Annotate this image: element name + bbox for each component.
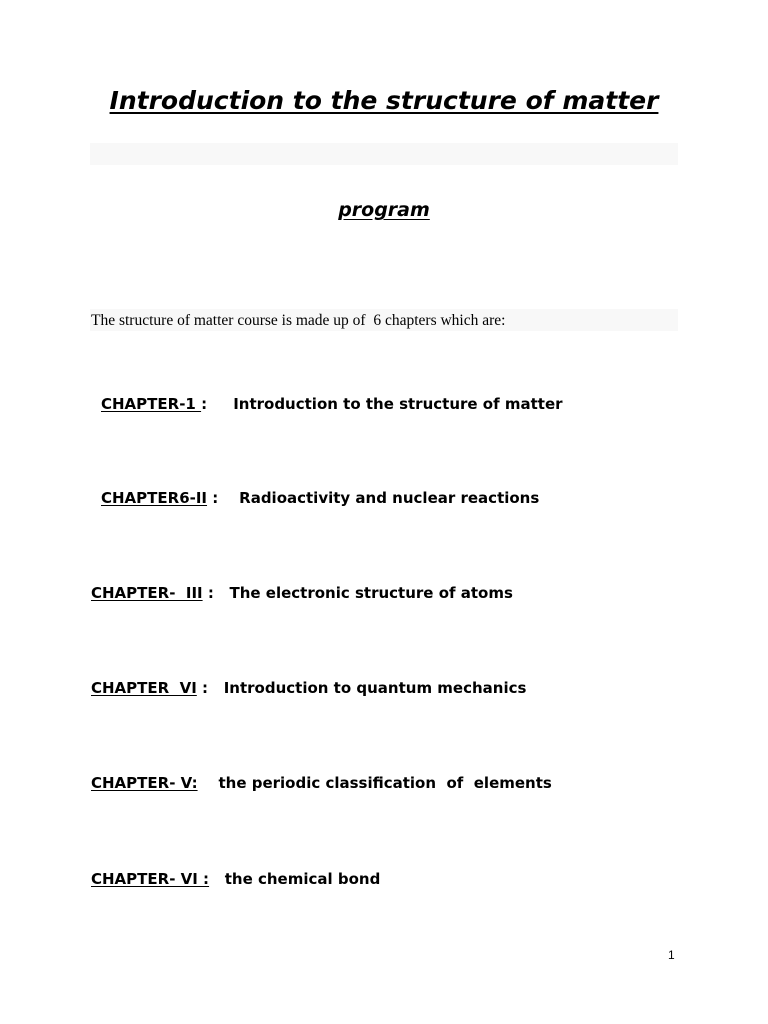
chapter-item-6: [91, 870, 380, 888]
shaded-line: [90, 143, 678, 165]
chapter-item-2: [101, 489, 539, 507]
chapter-label: CHAPTER VI: [91, 679, 197, 697]
document-subtitle: program: [338, 199, 430, 221]
chapter-item-1: [101, 395, 563, 413]
chapter-label: CHAPTER- VI :: [91, 870, 210, 888]
chapter-separator: :: [202, 584, 230, 602]
chapter-separator: [209, 870, 225, 888]
chapter-separator: :: [196, 679, 224, 697]
chapter-label: CHAPTER- V:: [91, 774, 198, 792]
chapter-title: the chemical bond: [224, 870, 381, 888]
chapter-separator: [198, 774, 219, 792]
chapter-label: CHAPTER6-II: [101, 489, 208, 507]
chapter-item-3: [91, 584, 513, 602]
chapter-title: Introduction to quantum mechanics: [223, 679, 527, 697]
chapter-separator: :: [201, 395, 234, 413]
intro-paragraph: The structure of matter course is made up of 6 chapters which are:: [91, 312, 506, 329]
chapter-label: CHAPTER- III: [91, 584, 203, 602]
chapter-item-5: [91, 774, 552, 792]
chapter-title: the periodic classification of elements: [218, 774, 552, 792]
chapter-title: Radioactivity and nuclear reactions: [239, 489, 540, 507]
page-number: 1: [668, 948, 675, 962]
chapter-title: The electronic structure of atoms: [229, 584, 513, 602]
chapter-label: CHAPTER-1: [101, 395, 202, 413]
document-title: Introduction to the structure of matter: [109, 86, 659, 115]
chapter-separator: :: [207, 489, 240, 507]
chapter-item-4: [91, 679, 526, 697]
chapter-title: Introduction to the structure of matter: [233, 395, 563, 413]
